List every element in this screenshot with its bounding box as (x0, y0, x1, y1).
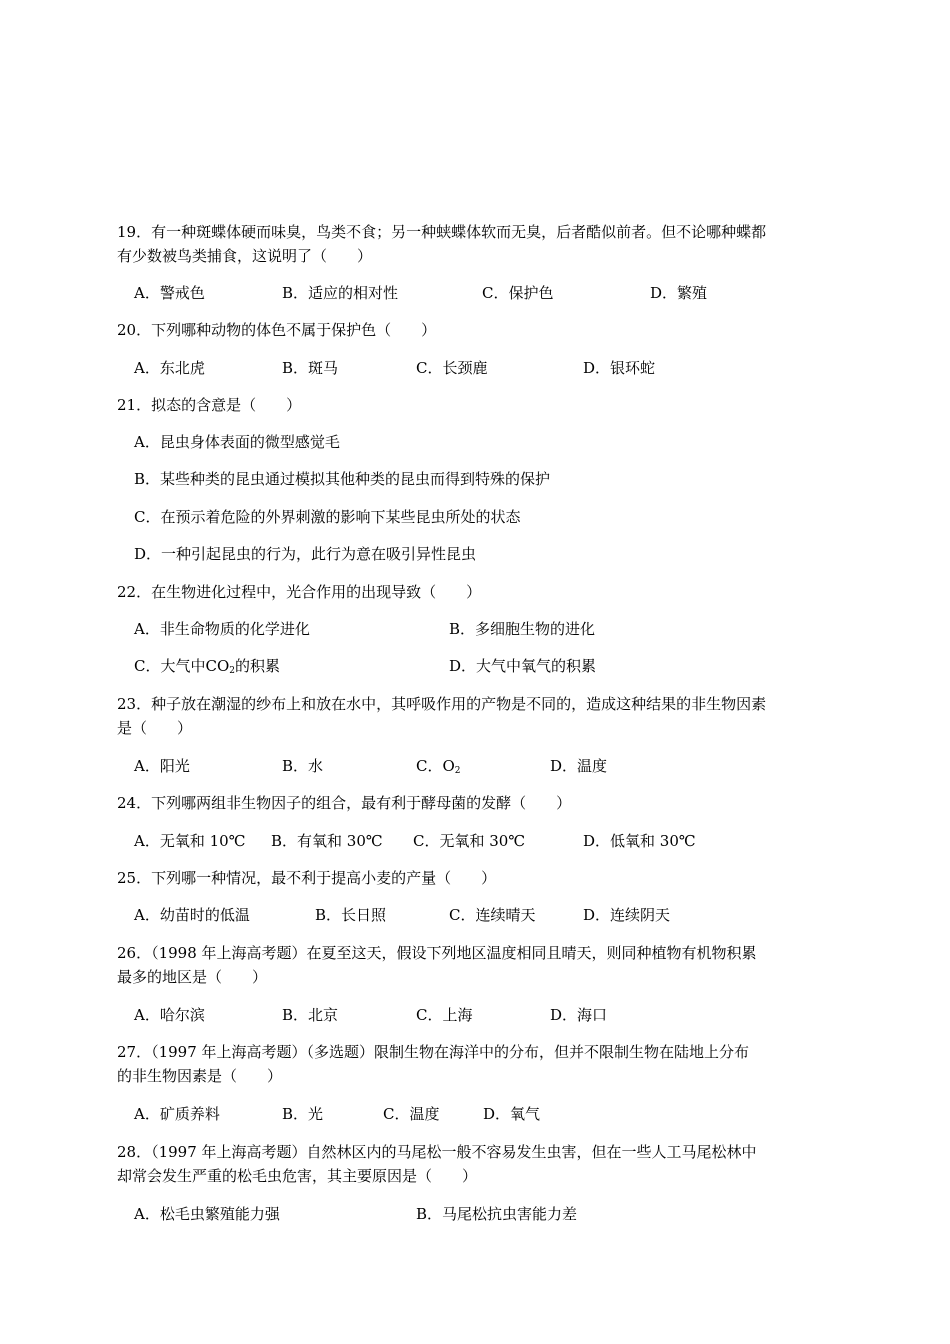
question-21-line-1: 21．拟态的含意是（ ） (117, 396, 302, 414)
option-d: D．银环蛇 (583, 359, 656, 377)
question-23-line-2: 是（ ） (117, 719, 193, 737)
option-d: D．一种引起昆虫的行为，此行为意在吸引异性昆虫 (134, 545, 477, 563)
option-b: B．长日照 (315, 906, 387, 924)
option-c: C．保护色 (482, 284, 554, 302)
question-26-line-1: 26．（1998 年上海高考题）在夏至这天，假设下列地区温度相同且晴天，则同种植物有机物积累 (117, 944, 757, 962)
question-25-line-1: 25．下列哪一种情况，最不利于提高小麦的产量（ ） (117, 869, 497, 887)
option-c: C．$O_2$ (416, 757, 461, 776)
question-28-line-1: 28．（1997 年上海高考题）自然林区内的马尾松一般不容易发生虫害，但在一些人工马尾松林中 (117, 1143, 757, 1161)
option-b: B．光 (282, 1105, 324, 1123)
option-c: C．在预示着危险的外界刺激的影响下某些昆虫所处的状态 (134, 508, 521, 526)
option-c: C．连续晴天 (449, 906, 536, 924)
option-a: A．警戒色 (134, 284, 205, 302)
option-b: B．马尾松抗虫害能力差 (416, 1205, 578, 1223)
option-a: A．非生命物质的化学进化 (134, 620, 310, 638)
option-c: C．无氧和 30℃ (413, 832, 526, 850)
option-b: B．北京 (282, 1006, 339, 1024)
question-26-line-2: 最多的地区是（ ） (117, 968, 268, 986)
option-d: D．海口 (550, 1006, 608, 1024)
option-d: D．大气中氧气的积累 (449, 657, 597, 675)
option-b: B．有氧和 30℃ (271, 832, 383, 850)
option-b: B．水 (282, 757, 324, 775)
option-a: A．东北虎 (134, 359, 205, 377)
option-b: B．某些种类的昆虫通过模拟其他种类的昆虫而得到特殊的保护 (134, 470, 551, 488)
option-c: C．大气中$CO_2$的积累 (134, 657, 281, 676)
question-27-line-1: 27．（1997 年上海高考题）（多选题）限制生物在海洋中的分布，但并不限制生物在陆地上分布 (117, 1043, 750, 1061)
option-a: A．阳光 (134, 757, 190, 775)
question-27-line-2: 的非生物因素是（ ） (117, 1067, 283, 1085)
option-d: D．低氧和 30℃ (583, 832, 696, 850)
question-19-line-2: 有少数被鸟类捕食，这说明了（ ） (117, 247, 373, 265)
option-a: A．无氧和 10℃ (134, 832, 246, 850)
option-b: B．多细胞生物的进化 (449, 620, 596, 638)
option-b: B．斑马 (282, 359, 339, 377)
option-d: D．连续阴天 (583, 906, 671, 924)
question-23-line-1: 23．种子放在潮湿的纱布上和放在水中，其呼吸作用的产物是不同的，造成这种结果的非生物因素 (117, 695, 767, 713)
question-22-line-1: 22．在生物进化过程中，光合作用的出现导致（ ） (117, 583, 482, 601)
option-a: A．昆虫身体表面的微型感觉毛 (134, 433, 340, 451)
option-d: D．氧气 (483, 1105, 541, 1123)
option-a: A．哈尔滨 (134, 1006, 205, 1024)
option-d: D．繁殖 (650, 284, 708, 302)
option-c: C．长颈鹿 (416, 359, 488, 377)
option-c: C．上海 (416, 1006, 473, 1024)
option-a: A．幼苗时的低温 (134, 906, 250, 924)
option-a: A．松毛虫繁殖能力强 (134, 1205, 280, 1223)
option-b: B．适应的相对性 (282, 284, 399, 302)
option-a: A．矿质养料 (134, 1105, 220, 1123)
question-19-line-1: 19．有一种斑蝶体硬而味臭，鸟类不食；另一种蛱蝶体软而无臭，后者酷似前者。但不论哪种蝶都 (117, 223, 767, 241)
option-d: D．温度 (550, 757, 608, 775)
question-28-line-2: 却常会发生严重的松毛虫危害，其主要原因是（ ） (117, 1167, 478, 1185)
option-c: C．温度 (383, 1105, 440, 1123)
question-20-line-1: 20．下列哪种动物的体色不属于保护色（ ） (117, 321, 437, 339)
question-24-line-1: 24．下列哪两组非生物因子的组合，最有利于酵母菌的发酵（ ） (117, 794, 572, 812)
